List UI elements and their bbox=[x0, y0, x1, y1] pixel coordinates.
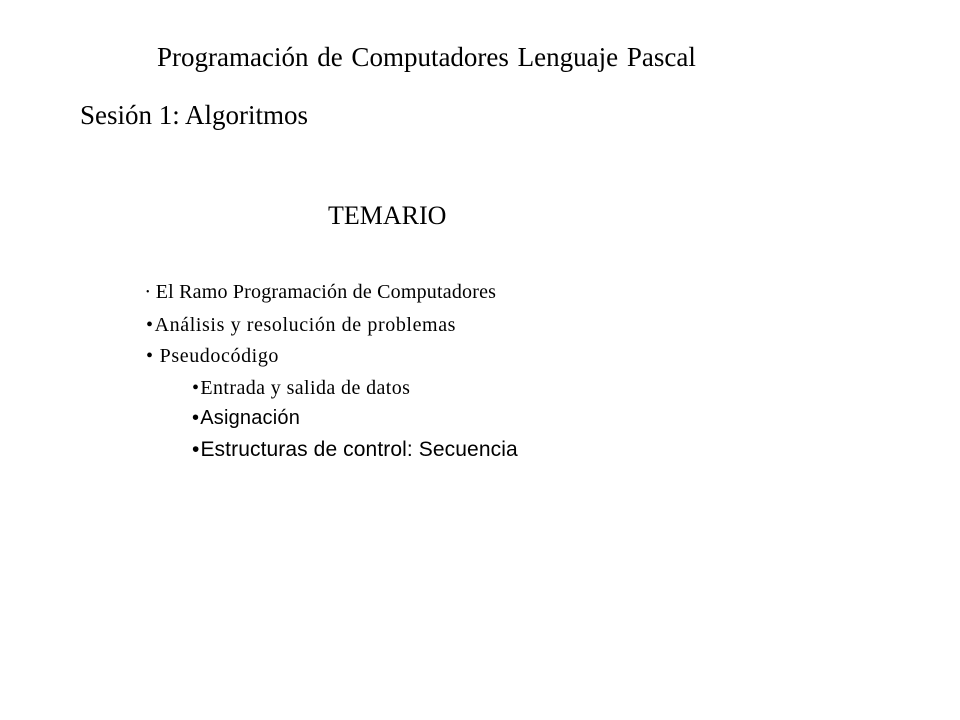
list-item-text: Estructuras de control: Secuencia bbox=[200, 438, 518, 461]
bullet-icon: • bbox=[192, 377, 200, 399]
bullet-icon: • bbox=[192, 438, 200, 461]
bullet-icon: • bbox=[146, 287, 150, 298]
list-item-text: Asignación bbox=[200, 407, 301, 429]
bullet-icon: • bbox=[192, 407, 200, 429]
list-subitem bbox=[192, 437, 518, 463]
slide-title: Programación de Computadores Lenguaje Pascal bbox=[157, 42, 696, 72]
list-item bbox=[146, 343, 279, 369]
list-item bbox=[146, 312, 456, 338]
section-heading: TEMARIO bbox=[328, 201, 447, 230]
list-item bbox=[146, 279, 496, 306]
list-item-text: Pseudocódigo bbox=[159, 345, 280, 367]
list-subitem bbox=[192, 405, 300, 431]
list-item-text: Análisis y resolución de problemas bbox=[154, 314, 457, 336]
bullet-icon: • bbox=[146, 314, 154, 336]
list-item-text: El Ramo Programación de Computadores bbox=[155, 281, 497, 303]
list-item-text: Entrada y salida de datos bbox=[200, 377, 411, 399]
bullet-icon: • bbox=[146, 345, 154, 367]
slide-subtitle: Sesión 1: Algoritmos bbox=[80, 100, 309, 130]
list-subitem bbox=[192, 375, 410, 401]
